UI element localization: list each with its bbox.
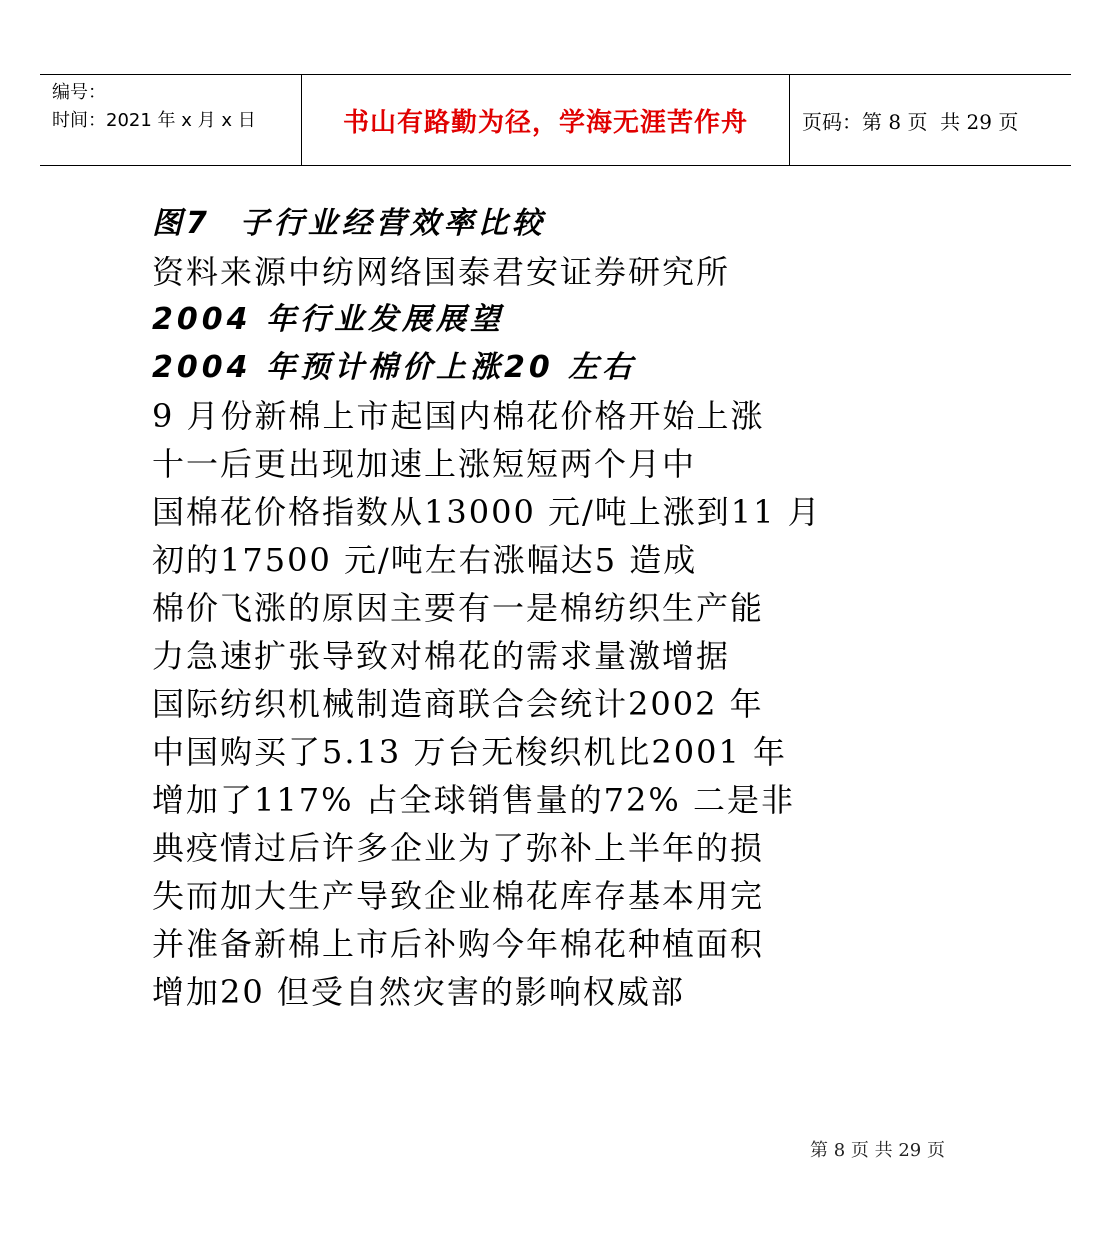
body-text-line: 中国购买了5.13 万台无梭织机比2001 年 [152,733,788,771]
header-page-info-cell [790,75,1071,165]
body-text-line: 初的17500 元/吨左右涨幅达5 造成 [152,541,698,579]
figure-caption: 图7 子行业经营效率比较 [152,206,546,241]
body-text-line: 9 月份新棉上市起国内棉花价格开始上涨 [152,397,765,435]
body-text-line: 并准备新棉上市后补购今年棉花种植面积 [152,925,765,963]
body-text-line: 棉价飞涨的原因主要有一是棉纺织生产能 [152,589,765,627]
header-page-info: 页码：第 8 页 共 29 页 [802,109,1019,134]
section-heading: 2004 年行业发展展望 [152,302,504,337]
document-time-label: 时间：2021 年 x 月 x 日 [52,110,256,131]
body-text-line: 失而加大生产导致企业棉花库存基本用完 [152,877,765,915]
page-footer: 第 8 页 共 29 页 [810,1140,945,1161]
figure-source: 资料来源中纺网络国泰君安证券研究所 [152,253,731,291]
body-text-line: 国棉花价格指数从13000 元/吨上涨到11 月 [152,493,822,531]
document-code-label: 编号： [52,82,106,103]
header-motto: 书山有路勤为径，学海无涯苦作舟 [302,75,790,165]
document-body [152,200,912,1016]
body-text-line: 十一后更出现加速上涨短短两个月中 [152,445,697,483]
body-text-line: 典疫情过后许多企业为了弥补上半年的损 [152,829,765,867]
body-text-line: 国际纺织机械制造商联合会统计2002 年 [152,685,764,723]
body-text-line: 力急速扩张导致对棉花的需求量激增据 [152,637,731,675]
body-text-line: 增加了117% 占全球销售量的72% 二是非 [152,781,795,819]
document-header [40,74,1071,166]
subsection-heading: 2004 年预计棉价上涨20 左右 [152,350,637,385]
body-text-line: 增加20 但受自然灾害的影响权威部 [152,973,685,1011]
header-meta-cell [40,75,302,165]
